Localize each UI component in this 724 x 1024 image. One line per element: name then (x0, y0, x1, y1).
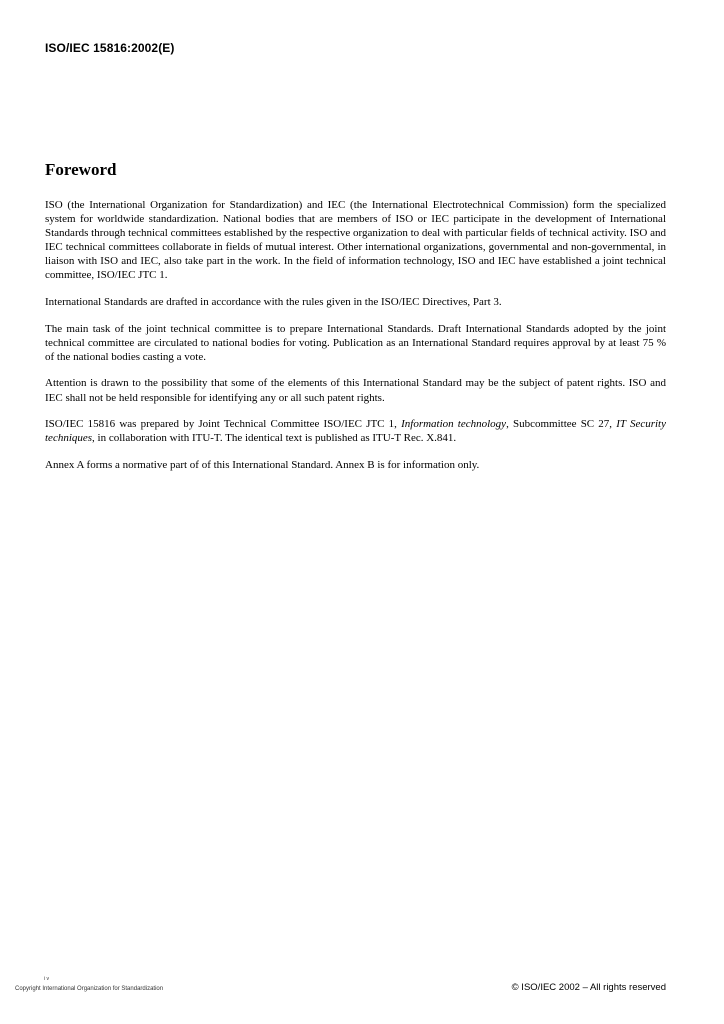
preparation-italic-1: Information technology (401, 418, 507, 431)
footer-copyright-left: Copyright International Organization for Standardization (15, 986, 164, 992)
preparation-italic-2: IT Security techniques (45, 418, 666, 445)
paragraph-annex-note: Annex A forms a normative part of of this International Standard. Annex B is for information only. (45, 458, 480, 471)
document-id-header: ISO/IEC 15816:2002(E) (45, 41, 175, 55)
paragraph-main-task: The main task of the joint technical committee is to prepare International Standards. Draft International Standards adopted by the joint technical committee are circulated to national bodies for voting. Publication as an International Standard requires approval by at least 75 % of the national bodies casting a vote. (45, 322, 666, 363)
preparation-text-1: ISO/IEC 15816 was prepared by Joint Technical Committee ISO/IEC JTC 1, (45, 418, 402, 431)
paragraph-patent-rights: Attention is drawn to the possibility that some of the elements of this International Standard may be the subject of patent rights. ISO and IEC shall not be held responsible for identifying any or all such patent rights. (45, 377, 666, 404)
footer-copyright-right: © ISO/IEC 2002 – All rights reserved (511, 982, 666, 993)
paragraph-iso-iec-intro: ISO (the International Organization for Standardization) and IEC (the International Electrotechnical Commission) form the specialized system for worldwide standardization. National bodies that are members of ISO or IEC participate in the development of International Standards through technical committees established by the respective organization to deal with particular fields of technical activity. ISO and IEC technical committees collaborate in fields of mutual interest. Other international organizations, governmental and non-governmental, in liaison with ISO and IEC, also take part in the work. In the field of information technology, ISO and IEC have established a joint technical committee, ISO/IEC JTC 1. (45, 199, 666, 282)
paragraph-preparation (45, 417, 666, 445)
preparation-text-3: , in collaboration with ITU-T. The identical text is published as ITU-T Rec. X.841. (92, 432, 457, 445)
preparation-text-2: , Subcommittee SC 27, (506, 418, 617, 431)
foreword-body (45, 198, 666, 484)
section-title: Foreword (45, 160, 117, 179)
paragraph-drafting-rules: International Standards are drafted in accordance with the rules given in the ISO/IEC Directives, Part 3. (45, 296, 502, 309)
page-marker: i v (44, 976, 49, 982)
